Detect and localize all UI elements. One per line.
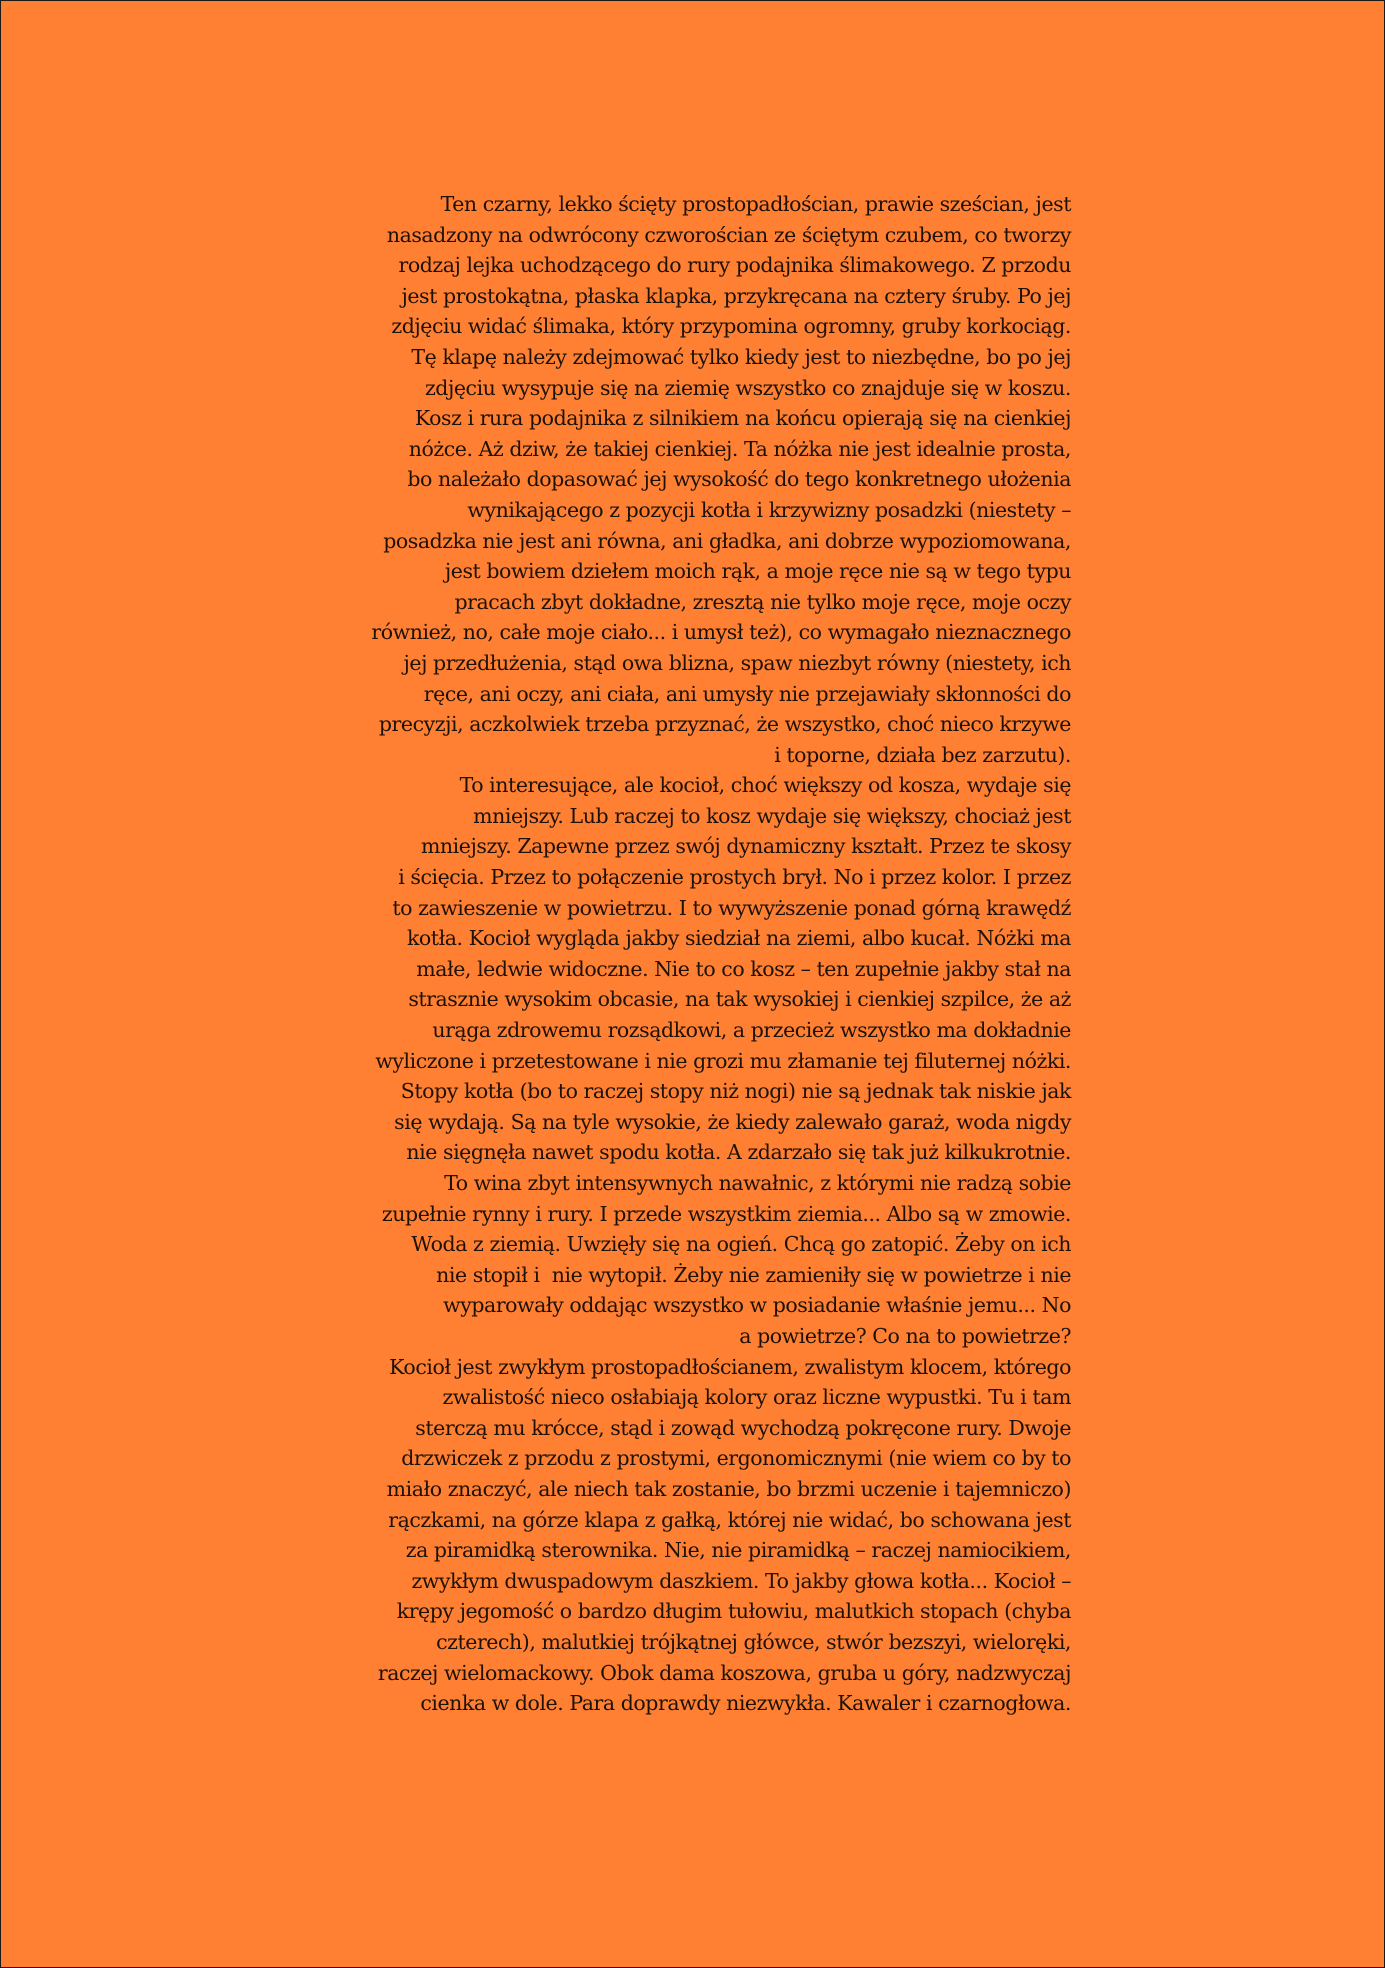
text-line: wyparowały oddając wszystko w posiadanie właśnie jemu... No <box>443 1293 1071 1318</box>
text-line: nasadzony na odwrócony czworościan ze ściętym czubem, co tworzy <box>386 222 1071 247</box>
text-line: Tę klapę należy zdejmować tylko kiedy jest to niezbędne, bo po jej <box>411 344 1071 369</box>
text-line: cienka w dole. Para doprawdy niezwykła. Kawaler i czarnogłowa. <box>420 1691 1071 1716</box>
text-line: małe, ledwie widoczne. Nie to co kosz – ten zupełnie jakby stał na <box>416 956 1071 981</box>
text-line: i toporne, działa bez zarzutu). <box>774 742 1071 767</box>
text-line: Kosz i rura podajnika z silnikiem na końcu opierają się na cienkiej <box>414 406 1071 431</box>
text-line: drzwiczek z przodu z prostymi, ergonomicznymi (nie wiem co by to <box>401 1446 1071 1471</box>
text-line: urąga zdrowemu rozsądkowi, a przecież wszystko ma dokładnie <box>432 1018 1071 1043</box>
text-line: To interesujące, ale kocioł, choć większy od kosza, wydaje się <box>459 773 1071 798</box>
text-line: krępy jegomość o bardzo długim tułowiu, malutkich stopach (chyba <box>396 1599 1071 1624</box>
text-line: zwykłym dwuspadowym daszkiem. To jakby głowa kotła... Kocioł – <box>411 1568 1071 1593</box>
text-line: Kocioł jest zwykłym prostopadłościanem, zwalistym klocem, którego <box>389 1354 1071 1379</box>
text-line: To wina zbyt intensywnych nawałnic, z którymi nie radzą sobie <box>444 1171 1071 1195</box>
text-line: ręce, ani oczy, ani ciała, ani umysły nie przejawiały skłonności do <box>423 681 1071 706</box>
text-line: precyzji, aczkolwiek trzeba przyznać, że wszystko, choć nieco krzywe <box>378 712 1071 737</box>
text-line: pracach zbyt dokładne, zresztą nie tylko moje ręce, moje oczy <box>454 589 1071 614</box>
text-line: rączkami, na górze klapa z gałką, której nie widać, bo schowana jest <box>388 1507 1071 1532</box>
text-line: kotła. Kocioł wygląda jakby siedział na ziemi, albo kucał. Nóżki ma <box>406 926 1071 951</box>
text-line: się wydają. Są na tyle wysokie, że kiedy zalewało garaż, woda nigdy <box>394 1109 1071 1134</box>
text-line: wyliczone i przetestowane i nie grozi mu złamanie tej filuternej nóżki. <box>375 1048 1071 1073</box>
text-line: Ten czarny, lekko ścięty prostopadłościan, prawie sześcian, jest <box>440 192 1071 216</box>
text-line: posadzka nie jest ani równa, ani gładka, ani dobrze wypoziomowana, <box>383 528 1071 553</box>
text-line: nóżce. Aż dziw, że takiej cienkiej. Ta nóżka nie jest idealnie prosta, <box>408 436 1071 461</box>
text-line: bo należało dopasować jej wysokość do tego konkretnego ułożenia <box>407 467 1071 492</box>
text-line: również, no, całe moje ciało... i umysł też), co wymagało nieznacznego <box>371 620 1071 645</box>
text-line: zwalistość nieco osłabiają kolory oraz liczne wypustki. Tu i tam <box>442 1385 1071 1410</box>
text-line: a powietrze? Co na to powietrze? <box>739 1323 1071 1348</box>
text-line: raczej wielomackowy. Obok dama koszowa, gruba u góry, nadzwyczaj <box>377 1660 1071 1685</box>
text-line: i ścięcia. Przez to połączenie prostych brył. No i przez kolor. I przez <box>398 865 1071 890</box>
text-line: jest prostokątna, płaska klapka, przykręcana na cztery śruby. Po jej <box>401 283 1071 308</box>
text-line: nie stopił i nie wytopił. Żeby nie zamieniły się w powietrze i nie <box>436 1262 1071 1287</box>
text-line: mniejszy. Lub raczej to kosz wydaje się większy, chociaż jest <box>473 803 1071 828</box>
text-line: zupełnie rynny i rury. I przede wszystkim ziemia... Albo są w zmowie. <box>381 1201 1071 1226</box>
text-line: jest bowiem dziełem moich rąk, a moje ręce nie są w tego typu <box>444 559 1071 584</box>
text-line: wynikającego z pozycji kotła i krzywizny posadzki (niestety – <box>467 497 1071 522</box>
text-line: mniejszy. Zapewne przez swój dynamiczny kształt. Przez te skosy <box>420 834 1071 859</box>
body-text <box>281 189 1071 1719</box>
text-line: rodzaj lejka uchodzącego do rury podajnika ślimakowego. Z przodu <box>398 253 1071 278</box>
text-line: zdjęciu wysypuje się na ziemię wszystko co znajduje się w koszu. <box>424 375 1071 400</box>
text-line: za piramidką sterownika. Nie, nie piramidką – raczej namiocikiem, <box>405 1538 1071 1563</box>
text-line: miało znaczyć, ale niech tak zostanie, bo brzmi uczenie i tajemniczo) <box>386 1476 1071 1501</box>
text-line: jej przedłużenia, stąd owa blizna, spaw niezbyt równy (niestety, ich <box>403 650 1071 675</box>
text-line: Woda z ziemią. Uwzięły się na ogień. Chcą go zatopić. Żeby on ich <box>411 1232 1071 1257</box>
text-line: Stopy kotła (bo to raczej stopy niż nogi) nie są jednak tak niskie jak <box>400 1079 1071 1104</box>
text-line: zdjęciu widać ślimaka, który przypomina ogromny, gruby korkociąg. <box>391 314 1071 339</box>
text-line: nie sięgnęła nawet spodu kotła. A zdarzało się tak już kilkukrotnie. <box>406 1140 1071 1165</box>
text-line: sterczą mu krócce, stąd i zowąd wychodzą pokręcone rury. Dwoje <box>415 1415 1071 1440</box>
text-line: strasznie wysokim obcasie, na tak wysokiej i cienkiej szpilce, że aż <box>408 987 1071 1012</box>
text-line: to zawieszenie w powietrzu. I to wywyższenie ponad górną krawędź <box>392 895 1071 920</box>
text-line: czterech), malutkiej trójkątnej główce, stwór bezszyi, wieloręki, <box>436 1629 1071 1654</box>
